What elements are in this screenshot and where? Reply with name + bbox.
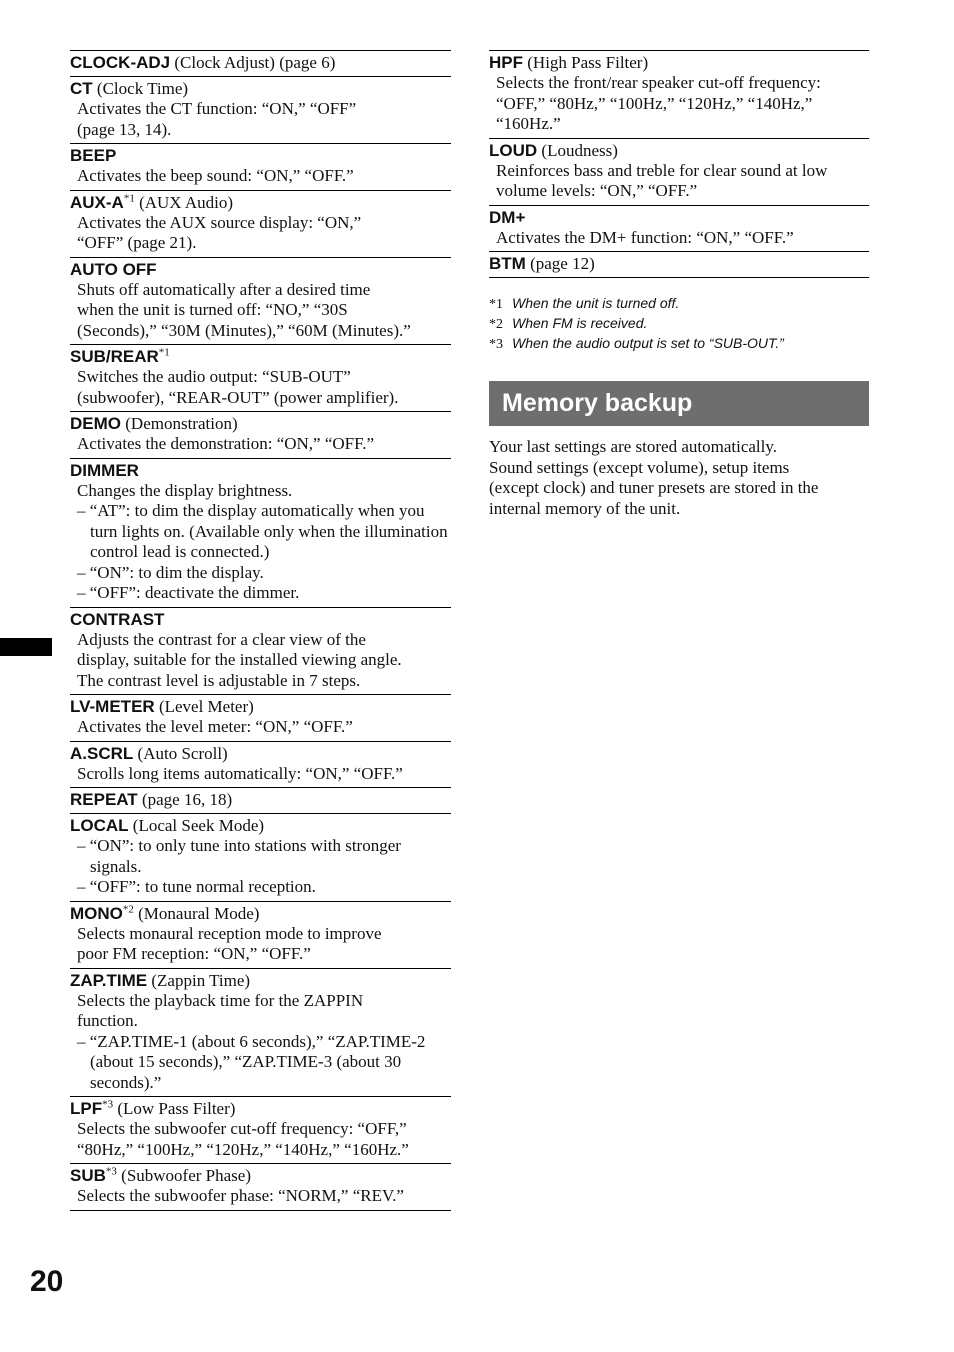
footnote-mark: *2 [489, 317, 503, 332]
setting-description: Adjusts the contrast for a clear view of the [77, 629, 366, 649]
setting-key: AUTO OFF [70, 259, 157, 279]
setting-heading [70, 461, 451, 481]
setting-key: LPF [70, 1099, 103, 1118]
setting-heading [70, 53, 451, 73]
right-settings-list [489, 50, 869, 278]
setting-entry [70, 787, 451, 813]
setting-entry [70, 1163, 451, 1211]
body-line: Your last settings are stored automatically. [489, 437, 778, 456]
setting-key: CLOCK-ADJ [70, 53, 171, 72]
setting-entry [70, 968, 451, 1097]
setting-description: Activates the level meter: “ON,” “OFF.” [77, 717, 353, 736]
setting-key: BTM [489, 254, 526, 273]
setting-key: REPEAT [70, 790, 138, 809]
setting-subtitle: (Local Seek Mode) [128, 816, 265, 835]
setting-subtitle: (Auto Scroll) [133, 743, 228, 763]
footnote [489, 334, 869, 354]
setting-description: Activates the CT function: “ON,” “OFF” [77, 99, 357, 118]
section-heading [489, 381, 869, 426]
setting-key: AUX-A [70, 192, 124, 212]
setting-entry [70, 741, 451, 788]
setting-subtitle: (Loudness) [537, 140, 618, 160]
setting-heading [70, 904, 451, 924]
setting-entry [70, 190, 451, 257]
setting-description: Scrolls long items automatically: “ON,” “OFF.” [77, 763, 403, 783]
setting-option: – “ON”: to only tune into stations with stronger signals. [77, 836, 401, 876]
setting-heading [489, 141, 869, 161]
body-line: internal memory of the unit. [489, 498, 681, 518]
setting-subtitle: (Level Meter) [154, 697, 254, 716]
setting-subtitle: (Subwoofer Phase) [116, 1166, 251, 1185]
setting-key: DM+ [489, 207, 526, 227]
setting-heading [70, 697, 451, 717]
setting-subtitle: (Demonstration) [121, 414, 238, 433]
setting-entry [70, 257, 451, 345]
body-line: Sound settings (except volume), setup items [489, 457, 790, 477]
setting-description: Activates the DM+ function: “ON,” “OFF.” [496, 227, 794, 247]
right-settings-column [489, 50, 869, 519]
setting-description: “OFF” (page 21). [77, 233, 197, 252]
setting-key: MONO [70, 903, 123, 923]
setting-description: “160Hz.” [496, 114, 561, 133]
setting-description: Changes the display brightness. [77, 480, 293, 500]
setting-description: Selects the front/rear speaker cut-off frequency: [496, 73, 821, 92]
setting-entry [70, 607, 451, 695]
setting-key: HPF [489, 53, 523, 72]
body-line: (except clock) and tuner presets are stored in the [489, 478, 819, 497]
footnote [489, 294, 869, 314]
setting-option: – “OFF”: deactivate the dimmer. [77, 583, 300, 602]
setting-description: “OFF,” “80Hz,” “100Hz,” “120Hz,” “140Hz,” [496, 93, 813, 113]
setting-description: (Seconds),” “30M (Minutes),” “60M (Minutes).” [77, 320, 411, 340]
setting-subtitle: (Zappin Time) [147, 970, 251, 990]
footnote-mark: *3 [489, 337, 503, 352]
setting-key: SUB [70, 1166, 106, 1185]
setting-option: – “AT”: to dim the display automatically when you turn lights on. (Available only when the illumination control lead is connected.) [77, 501, 448, 561]
footnote-text: When FM is received. [512, 315, 648, 331]
setting-description: display, suitable for the installed viewing angle. [77, 650, 402, 669]
side-tab-marker [0, 638, 52, 656]
setting-heading [489, 254, 869, 274]
setting-subtitle: (page 12) [525, 254, 595, 273]
setting-heading [70, 610, 451, 630]
setting-subtitle: (Low Pass Filter) [113, 1099, 236, 1118]
setting-key: SUB/REAR [70, 347, 159, 366]
setting-entry [489, 50, 869, 138]
setting-subtitle: (Clock Adjust) (page 6) [170, 53, 336, 72]
setting-key: ZAP.TIME [70, 970, 148, 990]
setting-description: (subwoofer), “REAR-OUT” (power amplifier). [77, 387, 399, 407]
setting-key: BEEP [70, 146, 117, 165]
setting-description: Selects the subwoofer cut-off frequency: “OFF,” [77, 1119, 407, 1138]
setting-heading [489, 53, 869, 73]
setting-entry [489, 251, 869, 278]
setting-key: CONTRAST [70, 609, 165, 629]
setting-description: “80Hz,” “100Hz,” “120Hz,” “140Hz,” “160Hz.” [77, 1139, 409, 1159]
setting-heading [70, 790, 451, 810]
setting-heading [70, 971, 451, 991]
setting-subtitle: (page 16, 18) [137, 790, 233, 809]
setting-heading [70, 744, 451, 764]
setting-description: Activates the beep sound: “ON,” “OFF.” [77, 166, 354, 185]
setting-heading [70, 260, 451, 280]
setting-key: DIMMER [70, 460, 139, 480]
footnote-ref: *3 [102, 1098, 114, 1111]
setting-description: Selects the playback time for the ZAPPIN [77, 990, 364, 1010]
setting-subtitle: (High Pass Filter) [523, 53, 649, 72]
footnote-text: When the unit is turned off. [512, 295, 680, 311]
setting-description: volume levels: “ON,” “OFF.” [496, 181, 698, 200]
section-title: Memory backup [502, 389, 693, 417]
setting-option: – “ZAP.TIME-1 (about 6 seconds),” “ZAP.TIME-2 (about 15 seconds),” “ZAP.TIME-3 (about 30 seconds).” [77, 1031, 426, 1092]
setting-key: LOCAL [70, 816, 129, 835]
setting-entry [70, 344, 451, 411]
setting-entry [70, 1096, 451, 1163]
setting-description: Selects monaural reception mode to improve [77, 923, 382, 943]
setting-heading [70, 1099, 451, 1119]
footnote-ref: *3 [105, 1165, 117, 1178]
setting-subtitle: (Monaural Mode) [133, 903, 260, 923]
setting-description: Selects the subwoofer phase: “NORM,” “REV.” [77, 1186, 404, 1205]
section-body [489, 437, 869, 519]
footnote-ref: *1 [123, 191, 135, 204]
footnote-mark: *1 [489, 297, 503, 312]
setting-heading [70, 79, 451, 99]
setting-entry [70, 694, 451, 741]
setting-heading [70, 347, 451, 367]
setting-key: CT [70, 79, 93, 98]
setting-entry [70, 76, 451, 143]
page-number: 20 [30, 1265, 64, 1298]
setting-key: A.SCRL [70, 743, 134, 763]
setting-description: Switches the audio output: “SUB-OUT” [77, 367, 351, 386]
setting-description: (page 13, 14). [77, 119, 172, 139]
setting-description: when the unit is turned off: “NO,” “30S [77, 300, 348, 319]
footnote-ref: *1 [158, 346, 170, 359]
setting-entry [70, 458, 451, 607]
setting-entry [70, 411, 451, 458]
setting-key: LV-METER [70, 697, 155, 716]
footnote-text: When the audio output is set to “SUB-OUT.” [512, 335, 784, 351]
setting-entry [489, 138, 869, 205]
setting-description: function. [77, 1011, 138, 1030]
setting-entry [70, 50, 451, 76]
setting-key: LOUD [489, 140, 538, 160]
setting-entry [70, 143, 451, 190]
setting-subtitle: (Clock Time) [92, 79, 189, 98]
setting-description: Activates the demonstration: “ON,” “OFF.” [77, 434, 375, 453]
setting-description: The contrast level is adjustable in 7 steps. [77, 670, 361, 690]
setting-entry [70, 813, 451, 901]
setting-description: poor FM reception: “ON,” “OFF.” [77, 944, 311, 963]
setting-description: Reinforces bass and treble for clear sound at low [496, 160, 828, 180]
setting-entry [489, 205, 869, 252]
footnotes [489, 294, 869, 354]
setting-heading [70, 1166, 451, 1186]
setting-option: – “OFF”: to tune normal reception. [77, 877, 316, 896]
left-settings-column [70, 50, 451, 1211]
setting-description: Shuts off automatically after a desired time [77, 279, 371, 299]
setting-heading [70, 414, 451, 434]
footnote-ref: *2 [122, 902, 134, 915]
setting-entry [70, 901, 451, 968]
setting-description: Activates the AUX source display: “ON,” [77, 212, 362, 232]
setting-heading [70, 193, 451, 213]
setting-option: – “ON”: to dim the display. [77, 562, 264, 582]
footnote [489, 314, 869, 334]
setting-heading [70, 816, 451, 836]
setting-subtitle: (AUX Audio) [134, 192, 234, 212]
setting-heading [70, 146, 451, 166]
setting-key: DEMO [70, 414, 121, 433]
setting-heading [489, 208, 869, 228]
